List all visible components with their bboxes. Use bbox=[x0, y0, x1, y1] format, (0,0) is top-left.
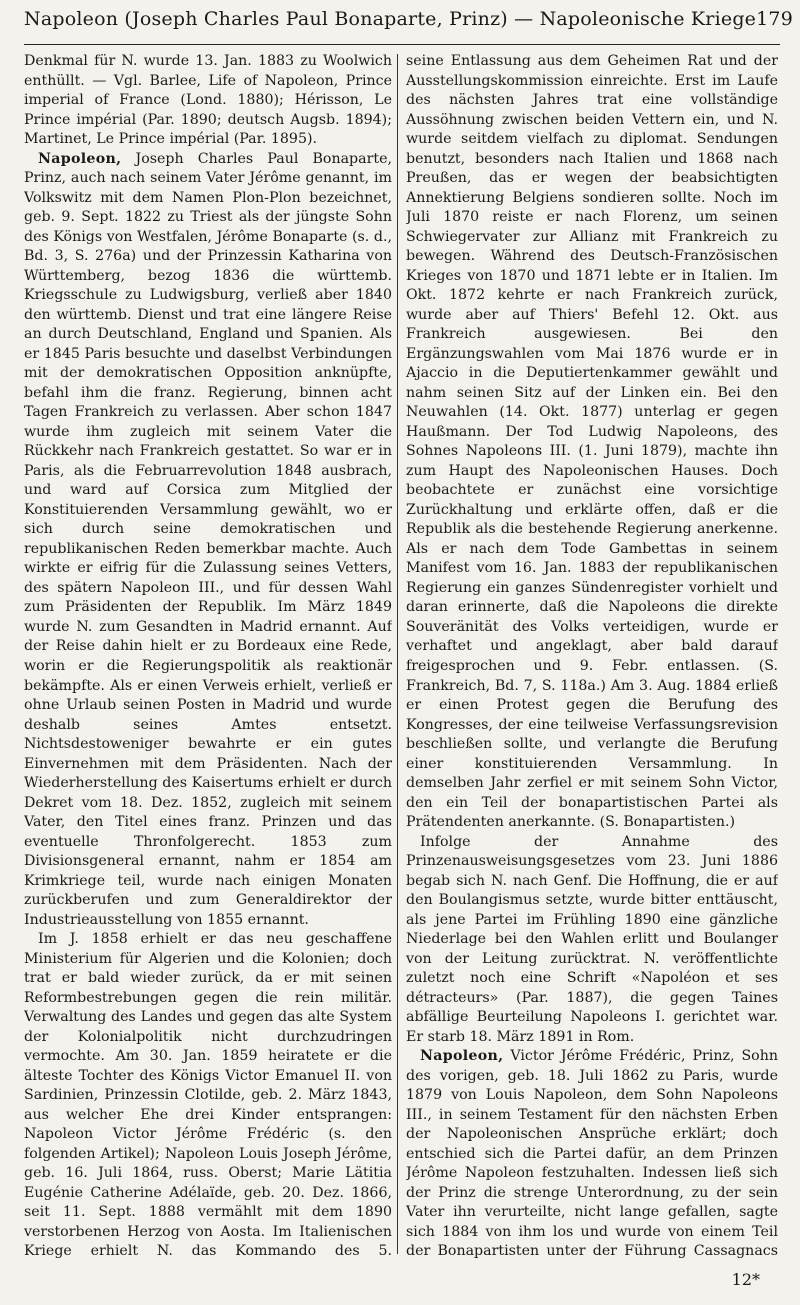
entry-text: Joseph Charles Paul Bonaparte, Prinz, auch nach seinem Vater Jérôme genannt, im Volkswitz mit dem Namen Plon-Plon bezeichnet, geb. 9. Sept. 1822 zu Triest als der jüngste Sohn des Königs von Westfalen, Jérôme Bonaparte (s. d., Bd. 3, S. 276a) und der Prinzessin Katharina von Württemberg, bezog 1836 die württemb. Kriegsschule zu Ludwigsburg, verließ aber 1840 den württemb. Dienst und trat eine längere Reise an durch Deutschland, England und Spanien. Als er 1845 Paris besuchte und daselbst Verbindungen mit der demokratischen Opposition anknüpfte, befahl ihm die franz. Regierung, binnen acht Tagen Frankreich zu verlassen. Aber schon 1847 wurde ihm zugleich mit seinem Vater die Rückkehr nach Frankreich gestattet. So war er in Paris, als die Februarrevolution 1848 ausbrach, und ward auf Corsica zum Mitglied der Konstituierenden Versammlung gewählt, wo er sich durch seine demokratischen und republikanischen Reden bemerkbar machte. Auch wirkte er eifrig für die Zulassung seines Vetters, des spätern Napoleon III., und für dessen Wahl zum Präsidenten der Republik. Im März 1849 wurde N. zum Gesandten in Madrid ernannt. Auf der Reise dahin hielt er zu Bordeaux eine Rede, worin er die Regierungspolitik als reaktionär bekämpfte. Als er einen Verweis erhielt, verließ er ohne Urlaub seinen Posten in Madrid und wurde deshalb seines Amtes entsetzt. Nichtsdestoweniger bewahrte er ein gutes Einvernehmen mit dem Präsidenten. Nach der Wiederherstellung des Kaisertums erhielt er durch Dekret vom 18. Dez. 1852, zugleich mit seinem Vater, den Titel eines franz. Prinzen und das eventuelle Thronfolgerecht. 1853 zum Divisionsgeneral ernannt, nahm er 1854 am Krimkriege teil, wurde nach einigen Monaten zurückberufen und zum Generaldirektor der Industrieausstellung von 1855 ernannt. bbox=[24, 150, 392, 928]
entry-lemma: Napoleon, bbox=[38, 150, 122, 167]
entry-paragraph: Im J. 1858 erhielt er das neu geschaffene Ministerium für Algerien und die Kolonien; doch trat er bald wieder zurück, da er mit seinen Reformbestrebungen gegen die rein militär. Verwaltung des Landes und gegen das alte System der Kolonialpolitik nicht durchzudringen vermochte. Am 30. Jan. 1859 heiratete er die älteste Tochter des Königs Victor Emanuel II. von Sardinien, Prinzessin Clotilde, geb. 2. März 1843, aus welcher Ehe drei Kinder entsprangen: Napoleon Victor Jérôme Frédéric (s. den folgenden Artikel); Napoleon Louis Joseph Jérôme, geb. 16. Juli 1864, russ. Oberst; Marie Lätitia Eugénie Catherine Adélaïde, geb. 20. Dez. 1866, seit 11. Sept. 1888 vermählt mit dem 1890 verstorbenen Herzog von Aosta. Im Italienischen Kriege erhielt N. das Kommando des 5. bbox=[24, 931, 392, 1260]
entry-lemma: Napoleon, bbox=[420, 1048, 504, 1065]
entry-paragraph: Infolge der Annahme des Prinzenausweisungsgesetzes vom 23. Juni 1886 begab sich N. nach Genf. Die Hoffnung, die er auf den Boulangismus setzte, wurde bitter enttäuscht, als jene Partei im Frühling 1890 eine gänzliche Niederlage bei den Wahlen erlitt und Boulanger von der Leitung zurücktrat. N. veröffentlichte zuletzt noch eine Schrift «Napoléon et ses détracteurs» (Par. 1887), die gegen Taines abfällige Beurteilung Napoleons I. gerichtet war. Er starb 18. März 1891 in Rom. bbox=[406, 833, 778, 1045]
entry-napoleon-victor bbox=[406, 1047, 778, 1264]
header-title: Napoleon (Joseph Charles Paul Bonaparte, Prinz) — Napoleonische Kriege bbox=[24, 8, 757, 30]
left-column bbox=[24, 52, 392, 1264]
entry-continuation: Denkmal für N. wurde 13. Jan. 1883 zu Woolwich enthüllt. — Vgl. Barlee, Life of Napoleon, Prince imperial of France (Lond. 1880); Hérisson, Le Prince impérial (Par. 1890; deutsch Augsb. 1894); Martinet, Le Prince impérial (Par. 1895). bbox=[24, 53, 392, 148]
entry-napoleon-joseph bbox=[24, 150, 392, 931]
header-rule bbox=[24, 44, 780, 45]
right-column bbox=[406, 52, 778, 1264]
column-divider bbox=[397, 54, 398, 1254]
running-header bbox=[24, 8, 793, 44]
sheet-signature: 12* bbox=[731, 1270, 760, 1289]
entry-paragraph: seine Entlassung aus dem Geheimen Rat und der Ausstellungskommission einreichte. Erst im Laufe des nächsten Jahres trat eine vollständige Aussöhnung zwischen beiden Vettern ein, und N. wurde seitdem vielfach zu diplomat. Sendungen benutzt, besonders nach Italien und 1868 nach Preußen, das er wegen der beabsichtigten Annektierung Belgiens sondieren sollte. Noch im Juli 1870 reiste er nach Florenz, um seinen Schwiegervater zur Allianz mit Frankreich zu bewegen. Während des Deutsch-Französischen Krieges von 1870 und 1871 lebte er in Italien. Im Okt. 1872 kehrte er nach Frankreich zurück, wurde aber auf Thiers' Befehl 12. Okt. aus Frankreich ausgewiesen. Bei den Ergänzungswahlen vom Mai 1876 wurde er in Ajaccio in die Deputiertenkammer gewählt und nahm seinen Sitz auf der Linken ein. Bei den Neuwahlen (14. Okt. 1877) unterlag er gegen Haußmann. Der Tod Ludwig Napoleons, des Sohnes Napoleons III. (1. Juni 1879), machte ihn zum Haupt des Napoleonischen Hauses. Doch beobachtete er zunächst eine vorsichtige Zurückhaltung und erklärte offen, daß er die Republik als die bestehende Regierung anerkenne. Als er nach dem Tode Gambettas in seinem Manifest vom 16. Jan. 1883 der republikanischen Regierung ein ganzes Sündenregister vorhielt und daran erinnerte, daß die Napoleons die direkte Souveränität des Volks verteidigen, wurde er verhaftet und angeklagt, aber bald darauf freigesprochen und 9. Febr. entlassen. (S. Frankreich, Bd. 7, S. 118a.) Am 3. Aug. 1884 erließ er einen Protest gegen die Berufung des Kongresses, der eine teilweise Verfassungsrevision beschließen sollte, und verlangte die Berufung einer konstituierenden Versammlung. In demselben Jahr zerfiel er mit seinem Sohn Victor, den ein Teil der bonapartistischen Partei als Prätendenten anerkannte. (S. Bonapartisten.) bbox=[406, 53, 778, 831]
entry-text: Victor Jérôme Frédéric, Prinz, Sohn des vorigen, geb. 18. Juli 1862 zu Paris, wurde 1879 von Louis Napoleon, dem Sohn Napoleons III., in seinem Testament für den nächsten Erben der Napoleonischen Ansprüche erklärt; doch entschied sich die Partei dafür, an dem Prinzen Jérôme Napoleon festzuhalten. Indessen ließ sich der Prinz die strenge Unterordnung, zu der sein Vater ihn verurteilte, nicht lange gefallen, sagte sich 1884 von ihm los und wurde von einem Teil der Bonapartisten unter der Führung Cassagnacs bbox=[406, 1048, 778, 1260]
page-number: 179 bbox=[756, 8, 793, 30]
